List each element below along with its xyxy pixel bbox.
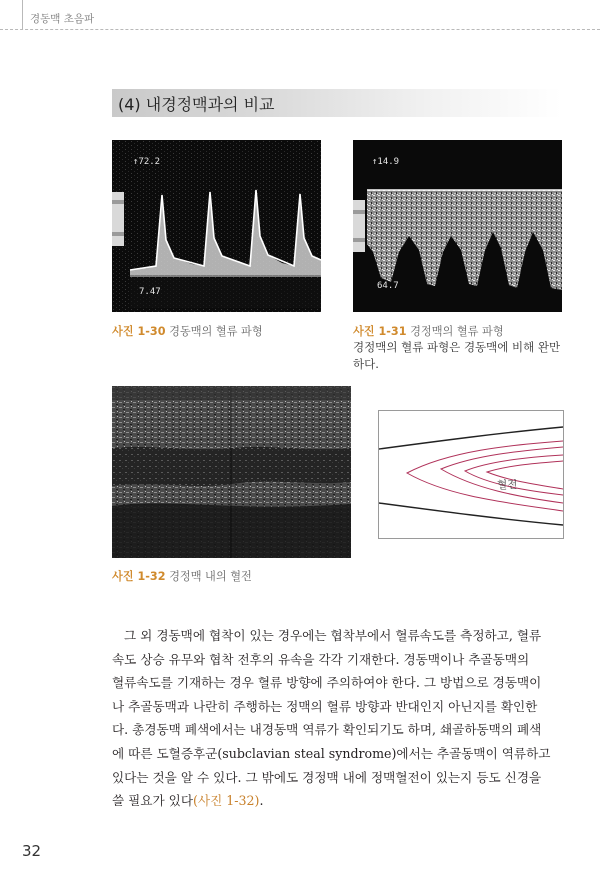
body-paragraph	[112, 624, 562, 813]
figure-caption-text: 경정맥 내의 혈전	[169, 570, 252, 583]
figure-reference-link[interactable]: (사진 1-32)	[193, 793, 260, 809]
diagram-label: 혈전	[497, 479, 518, 491]
figure-number: 사진 1-31	[353, 325, 407, 338]
body-line: 그 외 경동맥에 협착이 있는 경우에는 협착부에서 혈류속도를 측정하고, 혈류	[124, 628, 542, 643]
body-line: 혈류속도를 기재하는 경우 혈류 방향에 주의하여야 한다. 그 방법으로 경동맥이	[112, 675, 542, 691]
figure-caption-text: 경동맥의 혈류 파형	[169, 325, 263, 338]
figure-caption-1-30	[112, 323, 263, 339]
header-rule	[0, 29, 600, 30]
page-number: 32	[22, 842, 42, 860]
velocity-scale-bottom: 64.7	[377, 281, 399, 291]
body-line-last	[112, 789, 562, 813]
thrombus-schematic-diagram	[378, 410, 564, 539]
velocity-scale-bottom: 7.47	[139, 287, 161, 297]
body-line: 있다는 것을 알 수 있다. 그 밖에도 경정맥 내에 정맥혈전이 있는지 등도 신경을	[112, 769, 542, 785]
running-title: 경동맥 초음파	[30, 13, 95, 25]
figure-caption-1-32	[112, 568, 252, 584]
body-text: 쓸 필요가 있다	[112, 793, 193, 809]
figure-caption-1-31	[353, 323, 504, 339]
body-line: 나 추골동맥과 나란히 주행하는 정맥의 혈류 방향과 반대인지 아닌지를 확인한	[112, 698, 538, 714]
note-line: 경정맥의 혈류 파형은 경동맥에 비해 완만	[353, 340, 561, 354]
section-title: (4) 내경정맥과의 비교	[118, 95, 275, 114]
figure-number: 사진 1-32	[112, 570, 166, 583]
carotid-doppler-image	[112, 140, 321, 312]
note-line: 하다.	[353, 357, 379, 371]
body-line: 에 따른 도혈증후군(subclavian steal syndrome)에서는 추골동맥이 역류하고	[112, 745, 551, 761]
body-line: 다. 총경동맥 폐색에서는 내경동맥 역류가 확인되기도 하며, 쇄골하동맥의 폐색	[112, 722, 542, 738]
figure-number: 사진 1-30	[112, 325, 166, 338]
body-line: 속도 상승 유무와 협착 전후의 유속을 각각 기재한다. 경동맥이나 추골동맥의	[112, 651, 530, 667]
velocity-scale-top: ↑72.2	[133, 157, 161, 167]
figure-caption-text: 경정맥의 혈류 파형	[410, 325, 504, 338]
header-divider	[22, 0, 23, 30]
jugular-doppler-image	[353, 140, 562, 312]
body-text: .	[259, 793, 264, 809]
figure-note-1-31	[353, 339, 565, 373]
thrombus-bmode-image	[112, 386, 351, 558]
velocity-scale-top: ↑14.9	[372, 157, 400, 167]
